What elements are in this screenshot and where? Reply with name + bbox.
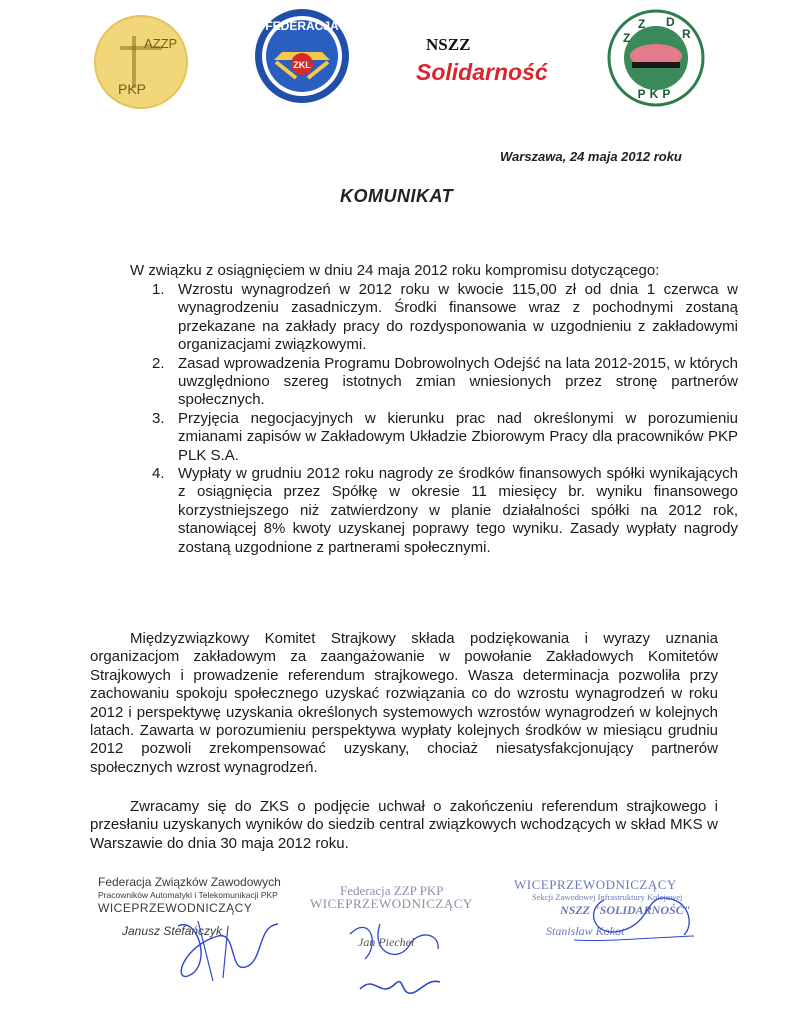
list-item xyxy=(152,465,738,557)
handwritten-signature-middle xyxy=(320,904,450,1004)
handwritten-signature-right xyxy=(544,880,704,950)
point-number: 1. xyxy=(152,281,165,298)
svg-text:PKP: PKP xyxy=(118,81,147,97)
svg-text:Solidarność: Solidarność xyxy=(416,59,548,85)
list-item xyxy=(152,354,738,410)
thanks-paragraph: Międzyzwiązkowy Komitet Strajkowy składa podziękowania i wyrazy uznania organizacjom zakładowym za zaangażowanie w powołanie Zakładowych Komitetów Strajkowych i prowadzenie referendum strajkowego. Wasza determinacja pozwoliła przy zachowaniu spokoju społecznego uzyskać rozwiązania co do wzrostu wynagrodzeń w roku 2012 i perspektywę uzyskania określonych systemowych wzrostów wynagrodzeń w kolejnych latach. Zawarta w porozumieniu perspektywa wypłaty kolejnych środków w miesiącu grudniu 2012 pozwoli zrekompensować uzyskany, chociaż niesatysfakcjonujący partnerów społecznych wzrost wynagrodzeń. xyxy=(90,630,718,776)
svg-text:FEDERACJA: FEDERACJA xyxy=(265,19,339,33)
handwritten-signature-left xyxy=(158,906,288,986)
signature-block-left: Federacja Związków Zawodowych Pracowników Automatyki i Telekomunikacji PKP WICEPRZEWODNICZĄCY Janusz Stefańczyk xyxy=(98,876,298,938)
svg-text:NSZZ: NSZZ xyxy=(426,35,471,54)
svg-text:Z: Z xyxy=(638,17,646,31)
point-text: Przyjęcia negocjacyjnych w kierunku prac nad określonymi w porozumieniu zmianami zapisów w Zakładowym Układzie Zbiorowym Pracy dla pracowników PKP PLK S.A. xyxy=(178,409,738,464)
signature-block-middle: Federacja ZZP PKP WICEPRZEWODNICZĄCY Jan Piechel xyxy=(310,884,510,949)
logo-zzdr xyxy=(598,8,714,108)
point-number: 2. xyxy=(152,354,165,372)
svg-text:ZKL: ZKL xyxy=(293,60,311,70)
svg-text:Z: Z xyxy=(623,31,631,45)
svg-text:AZZP: AZZP xyxy=(144,36,178,51)
point-number: 4. xyxy=(152,465,165,483)
list-item xyxy=(152,281,738,355)
intro-sentence: W związku z osiągnięciem w dniu 24 maja 2012 roku kompromisu dotyczącego: xyxy=(130,262,660,279)
logo-azzp xyxy=(92,14,190,110)
point-text: Wypłaty w grudniu 2012 roku nagrody ze środków finansowych spółki wynikających z osiągnięcia przez Spółkę w okresie 11 miesięcy br. wyniku finansowego korzystniejszego niż zatwierdzony w planie działalności spółki na 2012 rok, stanowiącej 8% kwoty uzyskanej poprawy tego wyniku. Zasady wypłaty nagrody zostaną uzgodnione z partnerami społecznymi. xyxy=(178,465,738,556)
signature-block-right: WICEPRZEWODNICZĄCY Sekcji Zawodowej Infrastruktury Kolejowej NSZZ "SOLIDARNOŚĆ" Stanisław Kokot xyxy=(514,878,714,938)
svg-text:PKP: PKP xyxy=(637,87,675,101)
document-date: Warszawa, 24 maja 2012 roku xyxy=(500,149,682,164)
logo-federacja xyxy=(252,6,352,106)
logo-solidarnosc xyxy=(412,32,572,92)
list-item xyxy=(152,409,738,465)
points-list xyxy=(152,281,738,557)
svg-text:R: R xyxy=(682,27,691,41)
point-text: Wzrostu wynagrodzeń w 2012 roku w kwocie 115,00 zł od dnia 1 czerwca w wynagrodzeniu zasadniczym. Środki finansowe wraz z pochodnymi zostaną przekazane na zakłady pracy do rozdysponowania w uzgodnieniu z zakładowymi organizacjami związkowymi. xyxy=(178,281,738,354)
request-paragraph: Zwracamy się do ZKS o podjęcie uchwał o zakończeniu referendum strajkowego i przesłaniu uzyskanych wyników do siedzib central związkowych wchodzących w skład MKS w Warszawie do dnia 30 maja 2012 roku. xyxy=(90,798,718,852)
svg-text:D: D xyxy=(666,15,675,29)
point-text: Zasad wprowadzenia Programu Dobrowolnych Odejść na lata 2012-2015, w których uwzględniono szereg istotnych zmian wniesionych przez stronę partnerów społecznych. xyxy=(178,354,738,409)
document-title: KOMUNIKAT xyxy=(340,186,454,206)
point-number: 3. xyxy=(152,409,165,427)
